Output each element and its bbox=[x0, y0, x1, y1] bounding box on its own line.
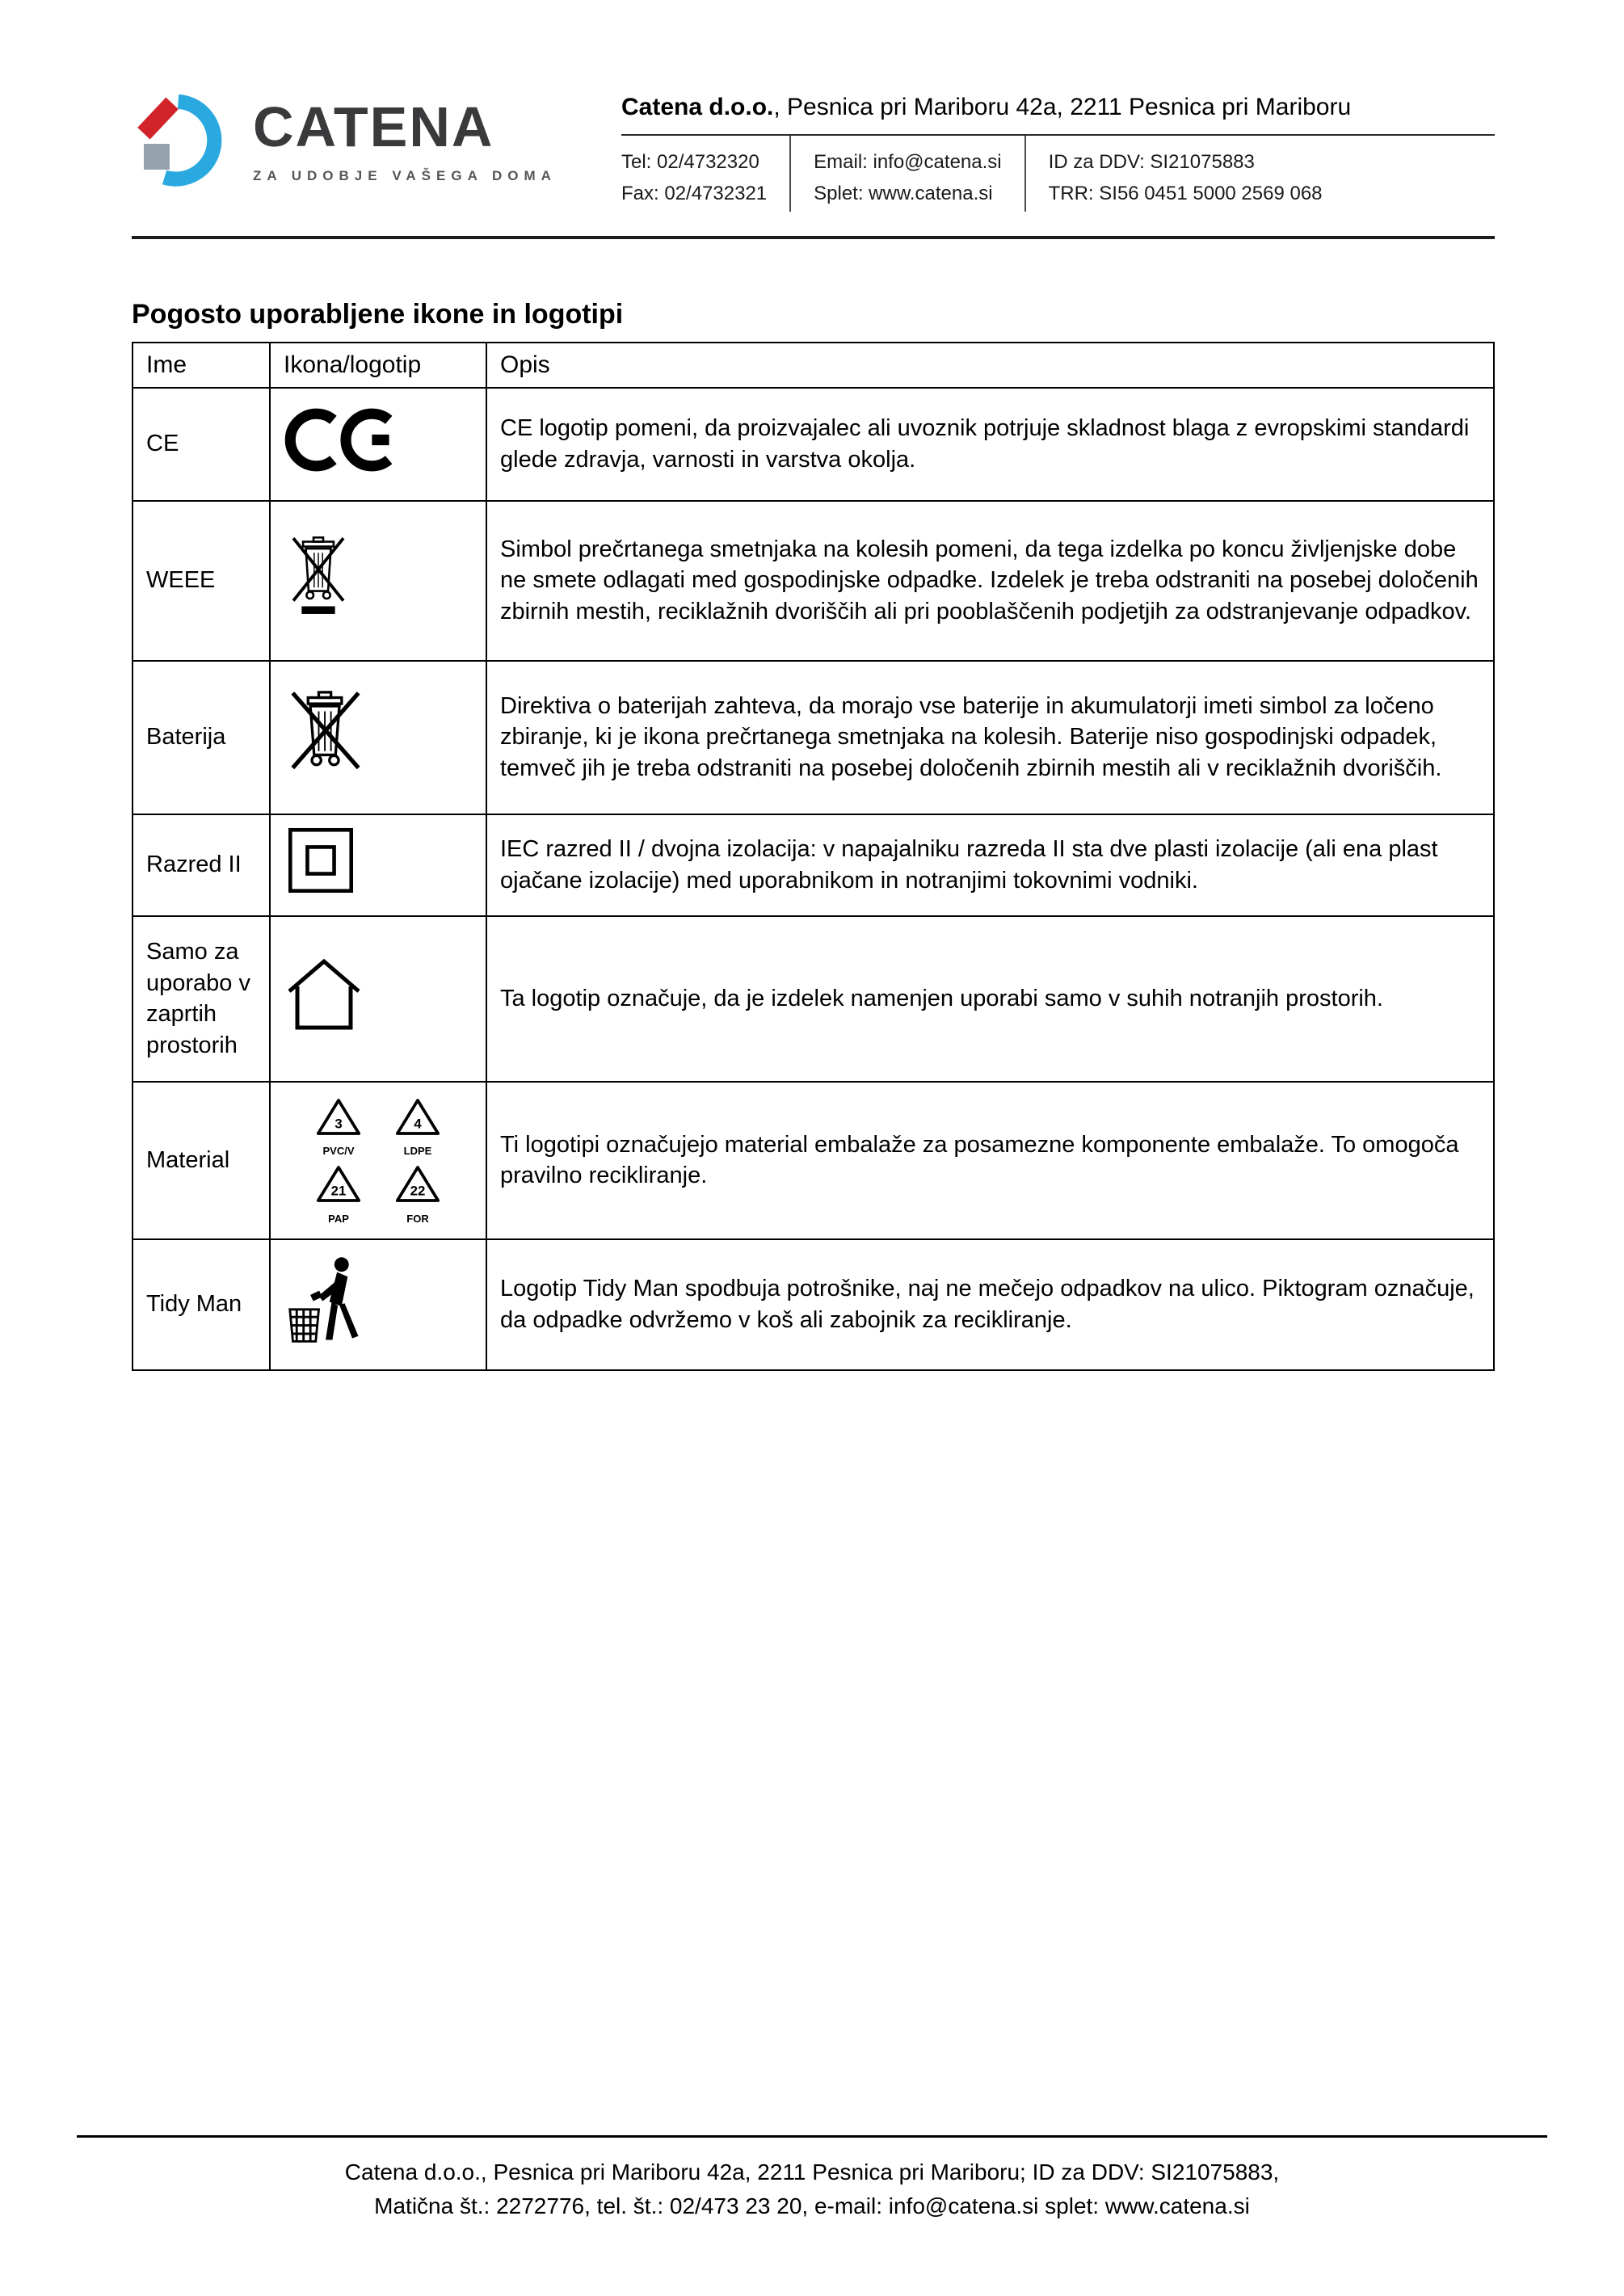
recycling-code-label: FOR bbox=[406, 1212, 429, 1225]
table-row-ce bbox=[133, 388, 1494, 501]
fax-number: Fax: 02/4732321 bbox=[621, 182, 768, 204]
svg-text:4: 4 bbox=[414, 1116, 422, 1132]
row-description: Direktiva o baterijah zahteva, da morajo vse baterije in akumulatorji imeti simbol za ločeno zbiranje, ki je ikona prečrtanega smetnjaka na kolesih. Baterije niso gospodinjski odpadek, temveč jih je treba odstraniti na posebej določenih zbirnih mestih ali v reciklažnih dvoriščih. bbox=[486, 661, 1494, 814]
recycling-code-ldpe bbox=[392, 1097, 444, 1157]
row-icon-cell bbox=[270, 388, 486, 501]
brand-tagline: ZA UDOBJE VAŠEGA DOMA bbox=[253, 168, 557, 183]
page-header bbox=[132, 0, 1495, 212]
weee-crossed-wheeled-bin-icon bbox=[284, 534, 353, 619]
contact-col-phone bbox=[621, 136, 789, 212]
row-name: Baterija bbox=[133, 661, 270, 814]
row-name: Material bbox=[133, 1082, 270, 1239]
company-address-line bbox=[621, 94, 1495, 136]
recycling-triangle-icon bbox=[395, 1097, 440, 1137]
row-name: Samo za uporabo v zaprtih prostorih bbox=[133, 916, 270, 1082]
contact-col-online bbox=[789, 136, 1024, 212]
footer-line-1: Catena d.o.o., Pesnica pri Mariboru 42a, 2211 Pesnica pri Mariboru; ID za DDV: SI21075883, bbox=[344, 2159, 1280, 2185]
table-row-indoor-use bbox=[133, 916, 1494, 1082]
recycling-code-label: PAP bbox=[328, 1212, 349, 1225]
table-row-tidy-man bbox=[133, 1239, 1494, 1370]
row-description: Logotip Tidy Man spodbuja potrošnike, naj ne mečejo odpadkov na ulico. Piktogram označuje, da odpadke odvržemo v koš ali zabojnik za recikliranje. bbox=[486, 1239, 1494, 1370]
row-icon-cell bbox=[270, 1239, 486, 1370]
row-name: CE bbox=[133, 388, 270, 501]
icons-table bbox=[132, 342, 1495, 1371]
brand-name: CATENA bbox=[253, 95, 494, 158]
phone-number: Tel: 02/4732320 bbox=[621, 151, 759, 173]
table-row-material bbox=[133, 1082, 1494, 1239]
recycling-triangle-icon bbox=[316, 1164, 361, 1204]
row-icon-cell bbox=[270, 916, 486, 1082]
email-address: Email: info@catena.si bbox=[814, 151, 1002, 173]
contact-col-registry bbox=[1024, 136, 1345, 212]
column-header-description: Opis bbox=[486, 343, 1494, 388]
recycling-triangle-icon bbox=[316, 1097, 361, 1137]
indoor-use-house-icon bbox=[284, 954, 364, 1035]
bank-account: TRR: SI56 0451 5000 2569 068 bbox=[1048, 182, 1323, 204]
tidy-man-icon bbox=[284, 1255, 368, 1346]
company-name: Catena d.o.o. bbox=[621, 94, 774, 120]
row-description: Ti logotipi označujejo material embalaže za posamezne komponente embalaže. To omogoča pravilno recikliranje. bbox=[486, 1082, 1494, 1239]
footer-line-2: Matična št.: 2272776, tel. št.: 02/473 23 20, e-mail: info@catena.si splet: www.catena.si bbox=[374, 2193, 1250, 2218]
column-header-icon: Ikona/logotip bbox=[270, 343, 486, 388]
svg-text:3: 3 bbox=[334, 1116, 343, 1132]
table-row-battery bbox=[133, 661, 1494, 814]
contact-grid bbox=[621, 136, 1495, 212]
recycling-code-pap bbox=[313, 1164, 364, 1224]
table-header-row bbox=[133, 343, 1494, 388]
header-divider bbox=[132, 236, 1495, 239]
column-header-name: Ime bbox=[133, 343, 270, 388]
material-recycling-codes-icon bbox=[284, 1097, 473, 1224]
class-ii-double-square-icon bbox=[284, 823, 358, 898]
ce-mark-icon bbox=[284, 403, 406, 477]
row-name: WEEE bbox=[133, 501, 270, 661]
table-row-weee bbox=[133, 501, 1494, 661]
svg-text:22: 22 bbox=[410, 1183, 426, 1199]
row-icon-cell bbox=[270, 814, 486, 916]
row-name: Razred II bbox=[133, 814, 270, 916]
recycling-code-for bbox=[392, 1164, 444, 1224]
svg-text:21: 21 bbox=[330, 1183, 347, 1199]
recycling-code-pvc bbox=[313, 1097, 364, 1157]
vat-id: ID za DDV: SI21075883 bbox=[1048, 151, 1255, 173]
row-icon-cell bbox=[270, 1082, 486, 1239]
row-name: Tidy Man bbox=[133, 1239, 270, 1370]
page-title: Pogosto uporabljene ikone in logotipi bbox=[132, 298, 624, 330]
row-icon-cell bbox=[270, 501, 486, 661]
battery-crossed-wheeled-bin-icon bbox=[284, 689, 368, 776]
recycling-code-label: LDPE bbox=[403, 1145, 432, 1158]
row-description: IEC razred II / dvojna izolacija: v napajalniku razreda II sta dve plasti izolacije (ali ena plast ojačane izolacije) med uporabnikom in notranjimi tokovnimi vodniki. bbox=[486, 814, 1494, 916]
catena-house-logo-icon bbox=[132, 90, 235, 197]
row-description: CE logotip pomeni, da proizvajalec ali uvoznik potrjuje skladnost blaga z evropskimi standardi glede zdravja, varnosti in varstva okolja. bbox=[486, 388, 1494, 501]
recycling-triangle-icon bbox=[395, 1164, 440, 1204]
recycling-code-label: PVC/V bbox=[322, 1145, 355, 1158]
row-description: Simbol prečrtanega smetnjaka na kolesih pomeni, da tega izdelka po koncu življenjske dobe ne smete odlagati med gospodinjske odpadke. Izdelek je treba odstraniti na posebej določenih zbirnih mestih, reciklažnih dvoriščih ali pri pooblaščenih podjetjih za odstranjevanje odpadkov. bbox=[486, 501, 1494, 661]
company-logo bbox=[132, 90, 584, 197]
page-footer bbox=[77, 2135, 1547, 2223]
company-address: , Pesnica pri Mariboru 42a, 2211 Pesnica pri Mariboru bbox=[773, 94, 1352, 120]
header-contact-block bbox=[621, 90, 1495, 212]
row-description: Ta logotip označuje, da je izdelek namenjen uporabi samo v suhih notranjih prostorih. bbox=[486, 916, 1494, 1082]
table-row-class-ii bbox=[133, 814, 1494, 916]
row-icon-cell bbox=[270, 661, 486, 814]
website-address: Splet: www.catena.si bbox=[814, 182, 993, 204]
